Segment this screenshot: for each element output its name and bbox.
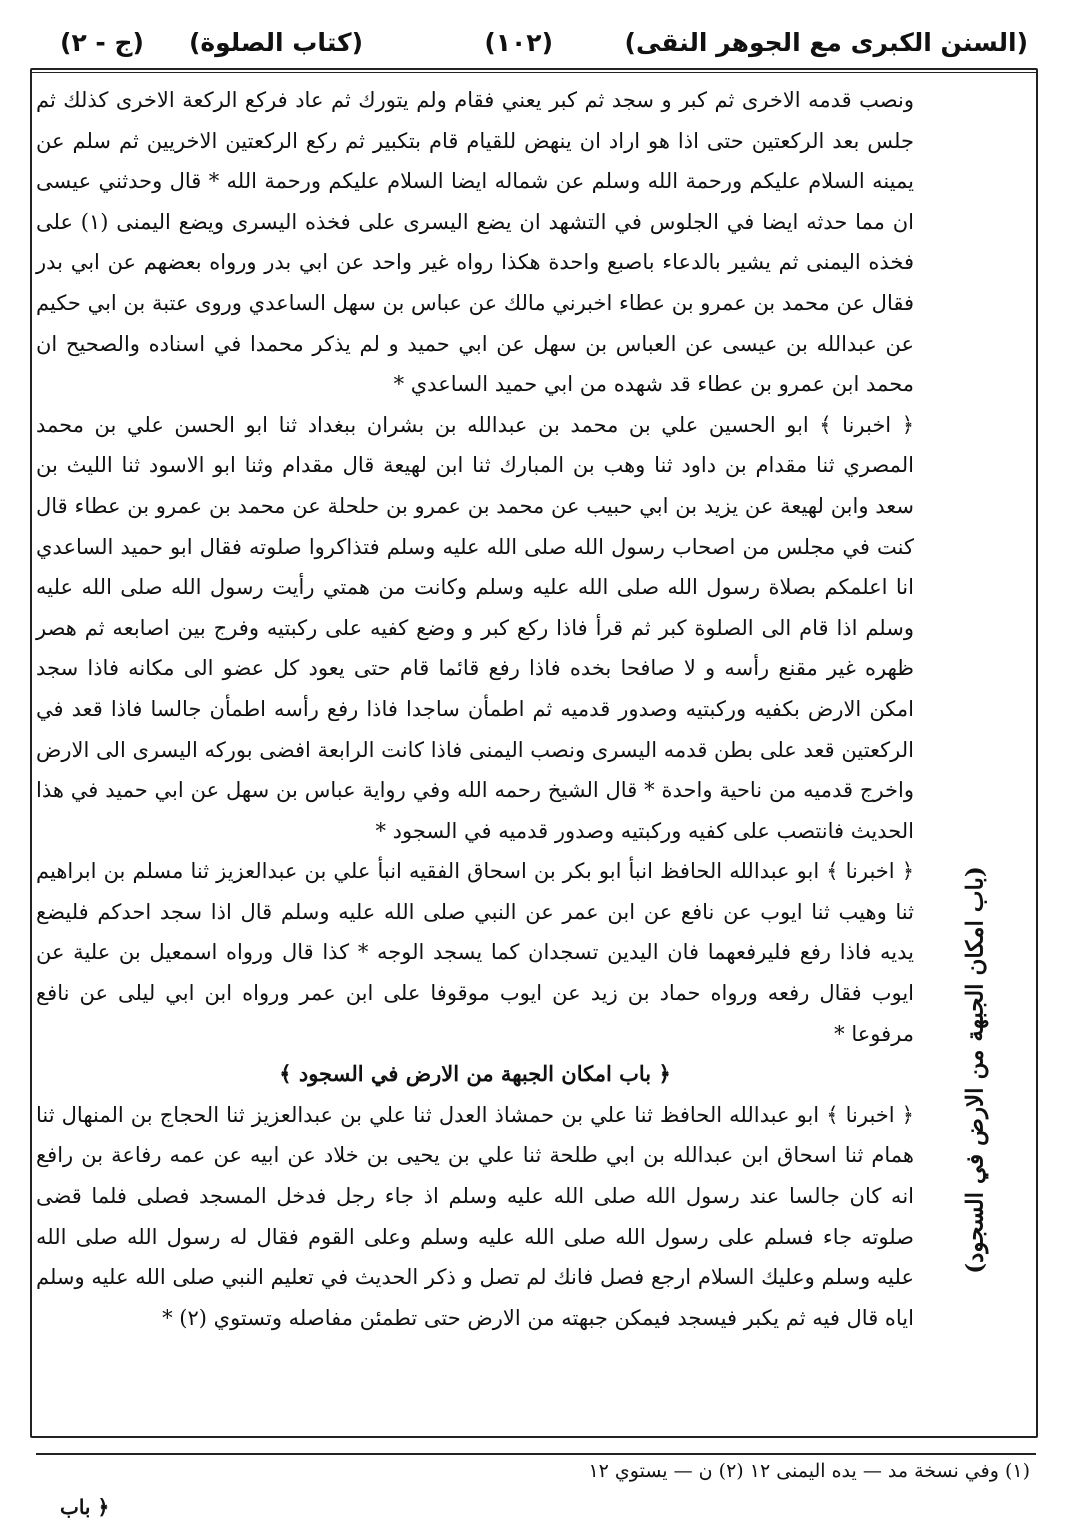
section-title: ﴿ باب امكان الجبهة من الارض في السجود ﴾ <box>279 1061 671 1087</box>
paragraph: ﴿ اخبرنا ﴾ ابو الحسين علي بن محمد بن عبدالله بن بشران ببغداد ثنا ابو الحسن علي بن محمد المصري ثنا مقدام بن داود ثنا وهب بن المبارك ثنا ابن لهيعة قال مقدام وثنا ابو الاسود ثنا الليث بن سعد وابن لهيعة عن يزيد بن ابي حبيب عن محمد بن عمرو بن حلحلة عن محمد بن عمرو بن عطاء قال كنت في مجلس من اصحاب رسول الله صلى الله عليه وسلم فتذاكروا صلوته فقال ابو حميد الساعدي انا اعلمكم بصلاة رسول الله صلى الله عليه وسلم وكانت من همتي رأيت رسول الله صلى الله عليه وسلم اذا قام الى الصلوة كبر ثم قرأ فاذا ركع كبر و وضع كفيه على ركبتيه وفرج بين اصابعه ثم هصر ظهره غير مقنع رأسه و لا صافحا بخده فاذا رفع قائما قام حتى يعود كل عضو الى مكانه فاذا سجد امكن الارض بكفيه وركبتيه وصدور قدميه ثم اطمأن ساجدا فاذا رفع رأسه اطمأن جالسا فاذا قعد في الركعتين قعد على بطن قدمه اليسرى ونصب اليمنى فاذا كانت الرابعة افضى بوركه اليسرى الى الارض واخرج قدميه من ناحية واحدة * قال الشيخ رحمه الله وفي رواية عباس بن سهل عن ابي حميد في هذا الحديث فانتصب على كفيه وركبتيه وصدور قدميه في السجود * <box>36 412 914 843</box>
catchword: ﴿ باب <box>60 1495 110 1519</box>
page-number: (١٠٢) <box>484 28 553 57</box>
chapter-title: (كتاب الصلوة) <box>188 28 363 57</box>
main-text <box>36 80 914 1338</box>
footnote-divider <box>36 1453 1036 1455</box>
paragraph: ونصب قدمه الاخرى ثم كبر و سجد ثم كبر يعني فقام ولم يتورك ثم عاد فركع الركعة الاخرى كذلك ثم جلس بعد الركعتين حتى اذا هو اراد ان ينهض للقيام قام بتكبير ثم ركع الركعتين الاخريين ثم سلم عن يمينه السلام عليكم ورحمة الله وسلم عن شماله ايضا السلام عليكم ورحمة الله * قال وحدثني عيسى ان مما حدثه ايضا في الجلوس في التشهد ان يضع اليسرى على فخذه اليسرى ويضع اليمنى (١) على فخذه اليمنى ثم يشير بالدعاء باصبع واحدة هكذا رواه غير واحد عن ابي بدر ورواه بعضهم عن ابي بدر فقال عن محمد بن عمرو بن عطاء اخبرني مالك عن عباس بن سهل الساعدي وروى عتبة بن ابي حكيم عن عبدالله بن عيسى عن العباس بن سهل عن ابي حميد و لم يذكر محمدا في اسناده والصحيح ان محمد ابن عمرو بن عطاء قد شهده من ابي حميد الساعدي * <box>36 88 914 397</box>
volume-label: (ج - ٢) <box>60 28 144 57</box>
margin-note <box>920 840 1030 1300</box>
paragraph: ﴿ اخبرنا ﴾ ابو عبدالله الحافظ ثنا علي بن حمشاذ العدل ثنا علي بن عبدالعزيز ثنا الحجاج بن المنهال ثنا همام ثنا اسحاق ابن عبدالله بن ابي طلحة ثنا علي بن يحيى بن خلاد عن ابيه عن عمه رفاعة بن رافع انه كان جالسا عند رسول الله صلى الله عليه وسلم اذ جاء رجل فدخل المسجد فصلى فلما قضى صلوته جاء فسلم على رسول الله صلى الله عليه وسلم وعلى القوم فقال له رسول الله صلى الله عليه وسلم وعليك السلام ارجع فصل فانك لم تصل و ذكر الحديث في تعليم النبي صلى الله عليه وسلم اياه قال فيه ثم يكبر فيسجد فيمكن جبهته من الارض حتى تطمئن مفاصله وتستوي (٢) * <box>36 1102 914 1330</box>
paragraph: ﴿ اخبرنا ﴾ ابو عبدالله الحافظ انبأ ابو بكر بن اسحاق الفقيه انبأ علي بن عبدالعزيز ثنا مسلم بن ابراهيم ثنا وهيب ثنا ايوب عن نافع عن ابن عمر عن النبي صلى الله عليه وسلم قال اذا سجد احدكم فليضع يديه فاذا رفع فليرفعهما فان اليدين تسجدان كما يسجد الوجه * كذا قال ورواه اسمعيل بن علية عن ايوب فقال رفعه ورواه حماد بن زيد عن ايوب موقوفا على ابن عمر ورواه ابن ابي ليلى عن نافع مرفوعا * <box>36 859 914 1046</box>
footnote: (١) وفي نسخة مد — يده اليمنى ١٢ (٢) ن — يستوي ١٢ <box>588 1460 1030 1482</box>
margin-note-text: (باب امكان الجبهة من الارض في السجود) <box>961 866 989 1274</box>
book-title: (السنن الكبرى مع الجوهر النقى) <box>624 28 1028 57</box>
